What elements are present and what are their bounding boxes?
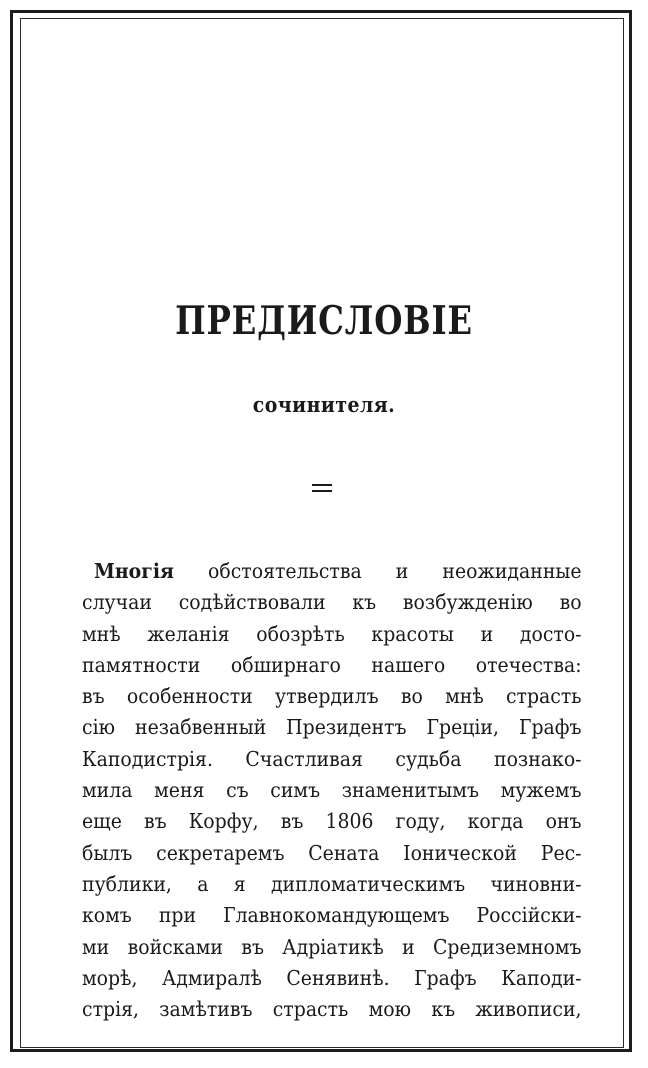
paragraph-line: былъ секретаремъ Сената Іонической Рес- xyxy=(82,840,582,865)
paragraph-line: мила меня съ симъ знаменитымъ мужемъ xyxy=(82,778,582,803)
paragraph-line: мнѣ желанія обозрѣть красоты и досто- xyxy=(82,621,582,646)
paragraph-line: сію незабвенный Президентъ Греціи, Графъ xyxy=(82,715,582,740)
divider-bar-top xyxy=(312,484,332,486)
section-divider xyxy=(312,484,332,492)
paragraph-line: Каподистрія. Счастливая судьба познако- xyxy=(82,746,582,771)
paragraph-line: еще въ Корфу, въ 1806 году, когда онъ xyxy=(82,809,582,834)
paragraph-line: стрія, замѣтивъ страсть мою къ живописи, xyxy=(82,997,582,1022)
paragraph-line: случаи содѣйствовали къ возбужденію во xyxy=(82,590,582,615)
paragraph-line-first xyxy=(94,556,582,587)
preface-paragraph xyxy=(82,556,582,1025)
page-subtitle: сочинителя. xyxy=(252,392,396,417)
paragraph-line: морѣ, Адмиралѣ Сенявинѣ. Графъ Каподи- xyxy=(82,965,582,990)
paragraph-line: памятности обширнаго нашего отечества: xyxy=(82,652,582,677)
paragraph-initial-word: Многія xyxy=(94,559,174,583)
paragraph-line: публики, а я дипломатическимъ чиновни- xyxy=(82,871,582,896)
paragraph-line: комъ при Главнокомандующемъ Россійски- xyxy=(82,903,582,928)
divider-bar-bottom xyxy=(312,490,332,492)
paragraph-line: ми войсками въ Адріатикѣ и Средиземномъ xyxy=(82,934,582,959)
paragraph-line-first-rest: обстоятельства и неожиданные xyxy=(208,559,582,583)
paragraph-line: въ особенности утвердилъ во мнѣ страсть xyxy=(82,684,582,709)
page-title: ПРЕДИСЛОВІЕ xyxy=(175,298,473,344)
